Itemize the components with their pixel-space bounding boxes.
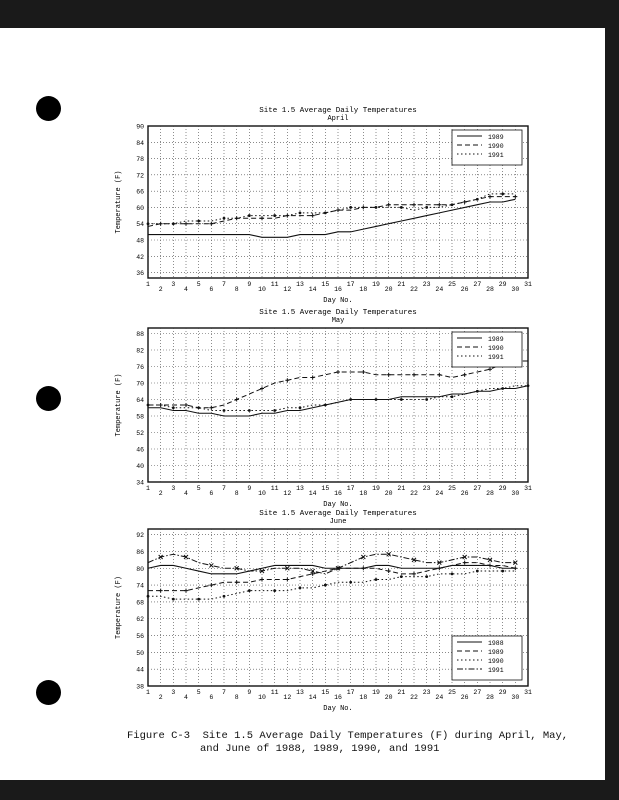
x-tick-label: 22 xyxy=(410,694,418,701)
data-point-1990 xyxy=(349,581,352,584)
scan-edge-right xyxy=(605,0,619,800)
legend-label-1990: 1990 xyxy=(488,658,504,665)
y-axis-label: Temperature (F) xyxy=(115,575,123,640)
y-tick-label: 76 xyxy=(136,364,144,371)
y-axis-label: Temperature (F) xyxy=(115,170,123,234)
x-tick-label: 7 xyxy=(222,689,226,696)
x-tick-label: 24 xyxy=(435,286,444,293)
y-tick-label: 90 xyxy=(136,123,144,131)
x-tick-label: 2 xyxy=(158,694,163,701)
x-tick-label: 22 xyxy=(410,286,418,293)
legend-label-1991: 1991 xyxy=(488,152,504,159)
x-tick-label: 1 xyxy=(146,689,150,696)
legend-label-1988: 1988 xyxy=(488,640,504,647)
x-tick-label: 8 xyxy=(234,490,239,497)
data-point-1991 xyxy=(349,206,352,209)
y-tick-label: 64 xyxy=(136,397,144,404)
chart-may xyxy=(100,306,540,508)
x-tick-label: 21 xyxy=(397,281,406,288)
x-tick-label: 2 xyxy=(158,490,163,497)
data-point-1990 xyxy=(425,575,428,578)
y-tick-label: 54 xyxy=(136,221,144,229)
x-tick-label: 8 xyxy=(234,694,239,701)
x-tick-label: 9 xyxy=(247,281,252,288)
x-tick-label: 22 xyxy=(410,490,418,497)
data-point-1990 xyxy=(375,578,378,581)
x-tick-label: 19 xyxy=(372,485,380,492)
data-point-1991 xyxy=(400,398,403,401)
x-tick-label: 28 xyxy=(486,694,494,701)
x-tick-label: 19 xyxy=(372,281,380,288)
x-tick-label: 6 xyxy=(209,490,214,497)
x-tick-label: 18 xyxy=(359,286,368,293)
data-point-1991 xyxy=(223,217,226,220)
x-tick-label: 16 xyxy=(334,490,342,497)
x-tick-label: 6 xyxy=(209,286,214,293)
data-point-1991 xyxy=(476,390,479,393)
x-tick-label: 20 xyxy=(384,490,393,497)
x-tick-label: 21 xyxy=(397,689,406,696)
y-tick-label: 50 xyxy=(136,649,144,657)
y-tick-label: 68 xyxy=(136,599,144,607)
x-tick-label: 6 xyxy=(209,694,214,701)
x-tick-label: 16 xyxy=(334,286,342,293)
punch-hole xyxy=(36,680,61,705)
legend-label-1989: 1989 xyxy=(488,134,504,141)
legend-label-1989: 1989 xyxy=(488,336,504,343)
punch-hole xyxy=(36,386,61,411)
y-tick-label: 78 xyxy=(136,156,144,164)
x-tick-label: 30 xyxy=(511,490,520,497)
y-tick-label: 82 xyxy=(136,347,144,355)
legend-box xyxy=(452,130,522,165)
x-tick-label: 7 xyxy=(222,281,226,288)
y-tick-label: 92 xyxy=(136,532,144,540)
x-tick-label: 12 xyxy=(283,490,292,497)
data-point-1990 xyxy=(324,584,327,587)
scan-edge-bottom xyxy=(0,780,619,800)
x-tick-label: 4 xyxy=(184,490,188,497)
x-tick-label: 1 xyxy=(146,485,150,492)
x-tick-label: 13 xyxy=(296,485,304,492)
x-tick-label: 17 xyxy=(346,689,355,696)
caption-line-2: and June of 1988, 1989, 1990, and 1991 xyxy=(200,743,440,755)
x-tick-label: 27 xyxy=(473,689,482,696)
data-point-1991 xyxy=(501,192,504,195)
x-tick-label: 30 xyxy=(511,694,520,701)
y-tick-label: 44 xyxy=(136,666,144,674)
y-tick-label: 58 xyxy=(136,413,144,421)
x-tick-label: 10 xyxy=(258,694,266,701)
x-tick-label: 15 xyxy=(321,689,330,696)
legend-box xyxy=(452,332,522,367)
x-tick-label: 20 xyxy=(384,694,393,701)
x-tick-label: 31 xyxy=(524,689,532,696)
x-tick-label: 5 xyxy=(196,689,201,696)
x-tick-label: 12 xyxy=(283,286,292,293)
data-point-1991 xyxy=(451,395,454,398)
x-tick-label: 4 xyxy=(184,694,188,701)
legend-label-1990: 1990 xyxy=(488,143,504,150)
x-tick-label: 31 xyxy=(524,485,532,492)
x-tick-label: 25 xyxy=(448,689,456,696)
data-point-1991 xyxy=(476,198,479,201)
x-tick-label: 20 xyxy=(384,286,393,293)
x-tick-label: 27 xyxy=(473,485,482,492)
x-tick-label: 14 xyxy=(308,490,317,497)
data-point-1991 xyxy=(197,406,200,409)
data-point-1991 xyxy=(425,206,428,209)
x-tick-label: 13 xyxy=(296,689,304,696)
x-tick-label: 26 xyxy=(460,286,469,293)
x-tick-label: 30 xyxy=(511,286,520,293)
data-point-1991 xyxy=(197,220,200,223)
y-tick-label: 46 xyxy=(136,446,144,454)
x-axis-label: Day No. xyxy=(323,501,353,509)
x-tick-label: 8 xyxy=(234,286,239,293)
x-tick-label: 31 xyxy=(524,281,532,288)
x-tick-label: 27 xyxy=(473,281,482,288)
y-tick-label: 86 xyxy=(136,548,144,556)
data-point-1991 xyxy=(147,222,150,225)
x-tick-label: 23 xyxy=(422,281,431,288)
y-tick-label: 60 xyxy=(136,204,144,212)
x-tick-label: 23 xyxy=(422,485,431,492)
x-axis-label: Day No. xyxy=(323,705,353,713)
x-tick-label: 25 xyxy=(448,281,456,288)
x-tick-label: 11 xyxy=(270,689,279,696)
data-point-1990 xyxy=(451,572,454,575)
data-point-1991 xyxy=(223,409,226,412)
x-tick-label: 26 xyxy=(460,490,469,497)
x-tick-label: 23 xyxy=(422,689,431,696)
x-tick-label: 17 xyxy=(346,281,355,288)
x-tick-label: 29 xyxy=(498,485,507,492)
x-tick-label: 28 xyxy=(486,490,494,497)
data-point-1991 xyxy=(172,406,175,409)
data-point-1990 xyxy=(248,589,251,592)
y-tick-label: 84 xyxy=(136,139,144,147)
chart-title-june: Site 1.5 Average Daily Temperatures xyxy=(259,510,417,518)
data-point-1990 xyxy=(501,570,504,573)
x-tick-label: 3 xyxy=(171,485,176,492)
data-point-1991 xyxy=(273,409,276,412)
chart-april xyxy=(100,104,540,304)
y-tick-label: 66 xyxy=(136,188,144,196)
x-tick-label: 11 xyxy=(270,281,279,288)
x-tick-label: 26 xyxy=(460,694,469,701)
y-tick-label: 70 xyxy=(136,380,144,388)
x-tick-label: 29 xyxy=(498,281,507,288)
data-point-1991 xyxy=(451,203,454,206)
x-tick-label: 12 xyxy=(283,694,292,701)
chart-subtitle: April xyxy=(327,115,349,123)
x-axis-label: Day No. xyxy=(323,297,353,305)
x-tick-label: 2 xyxy=(158,286,163,293)
data-point-1991 xyxy=(501,387,504,390)
x-tick-label: 18 xyxy=(359,490,368,497)
y-tick-label: 52 xyxy=(136,430,144,437)
x-tick-label: 10 xyxy=(258,490,266,497)
data-point-1991 xyxy=(147,404,150,407)
x-tick-label: 24 xyxy=(435,490,444,497)
y-tick-label: 38 xyxy=(136,683,144,691)
x-tick-label: 15 xyxy=(321,485,330,492)
data-point-1991 xyxy=(400,206,403,209)
legend-label-1991: 1991 xyxy=(488,667,504,674)
x-tick-label: 19 xyxy=(372,689,380,696)
data-point-1991 xyxy=(299,211,302,214)
x-tick-label: 17 xyxy=(346,485,355,492)
caption-line-1: Figure C-3 Site 1.5 Average Daily Temperatures (F) during April, May, xyxy=(127,730,569,742)
data-point-1991 xyxy=(527,384,530,387)
y-tick-label: 36 xyxy=(136,270,144,278)
x-tick-label: 14 xyxy=(308,694,317,701)
y-axis-label: Temperature (F) xyxy=(115,373,123,437)
x-tick-label: 5 xyxy=(196,281,201,288)
x-tick-label: 9 xyxy=(247,689,252,696)
data-point-1991 xyxy=(349,398,352,401)
y-tick-label: 88 xyxy=(136,331,144,338)
x-tick-label: 15 xyxy=(321,281,330,288)
data-point-1990 xyxy=(299,586,302,589)
data-point-1991 xyxy=(425,398,428,401)
data-point-1991 xyxy=(248,409,251,412)
y-tick-label: 34 xyxy=(136,479,144,487)
x-tick-label: 24 xyxy=(435,694,444,701)
legend-box xyxy=(452,636,522,680)
x-tick-label: 21 xyxy=(397,485,406,492)
x-tick-label: 3 xyxy=(171,689,176,696)
y-tick-label: 40 xyxy=(136,463,144,470)
legend-label-1991: 1991 xyxy=(488,354,504,361)
scan-edge-top xyxy=(0,0,619,28)
chart-subtitle: May xyxy=(331,317,345,325)
x-tick-label: 4 xyxy=(184,286,188,293)
chart-june xyxy=(100,507,540,712)
data-point-1991 xyxy=(248,214,251,217)
x-tick-label: 14 xyxy=(308,286,317,293)
y-tick-label: 62 xyxy=(136,616,144,624)
data-point-1990 xyxy=(273,589,276,592)
y-tick-label: 80 xyxy=(136,565,144,573)
y-tick-label: 48 xyxy=(136,237,144,245)
data-point-1991 xyxy=(375,398,378,401)
y-tick-label: 74 xyxy=(136,582,144,590)
chart-title-april: Site 1.5 Average Daily Temperatures xyxy=(259,107,417,115)
y-tick-label: 56 xyxy=(136,633,144,641)
x-tick-label: 29 xyxy=(498,689,507,696)
x-tick-label: 11 xyxy=(270,485,279,492)
x-tick-label: 13 xyxy=(296,281,304,288)
x-tick-label: 9 xyxy=(247,485,252,492)
x-tick-label: 1 xyxy=(146,281,150,288)
x-tick-label: 18 xyxy=(359,694,368,701)
y-tick-label: 42 xyxy=(136,253,144,261)
data-point-1990 xyxy=(197,598,200,601)
data-point-1991 xyxy=(324,211,327,214)
x-tick-label: 25 xyxy=(448,485,456,492)
x-tick-label: 28 xyxy=(486,286,494,293)
data-point-1991 xyxy=(273,214,276,217)
legend-label-1990: 1990 xyxy=(488,345,504,352)
data-point-1991 xyxy=(375,206,378,209)
y-tick-label: 72 xyxy=(136,172,144,180)
data-point-1990 xyxy=(223,595,226,598)
legend-label-1989: 1989 xyxy=(488,649,504,656)
chart-title-may: Site 1.5 Average Daily Temperatures xyxy=(259,309,417,317)
x-tick-label: 16 xyxy=(334,694,342,701)
data-point-1991 xyxy=(324,404,327,407)
data-point-1990 xyxy=(147,595,150,598)
data-point-1990 xyxy=(400,575,403,578)
data-point-1990 xyxy=(172,598,175,601)
data-point-1991 xyxy=(299,406,302,409)
chart-subtitle: June xyxy=(329,518,347,526)
punch-hole xyxy=(36,96,61,121)
x-tick-label: 3 xyxy=(171,281,176,288)
data-point-1990 xyxy=(476,570,479,573)
figure-caption xyxy=(127,730,567,756)
x-tick-label: 7 xyxy=(222,485,226,492)
x-tick-label: 5 xyxy=(196,485,201,492)
data-point-1991 xyxy=(172,222,175,225)
x-tick-label: 10 xyxy=(258,286,266,293)
